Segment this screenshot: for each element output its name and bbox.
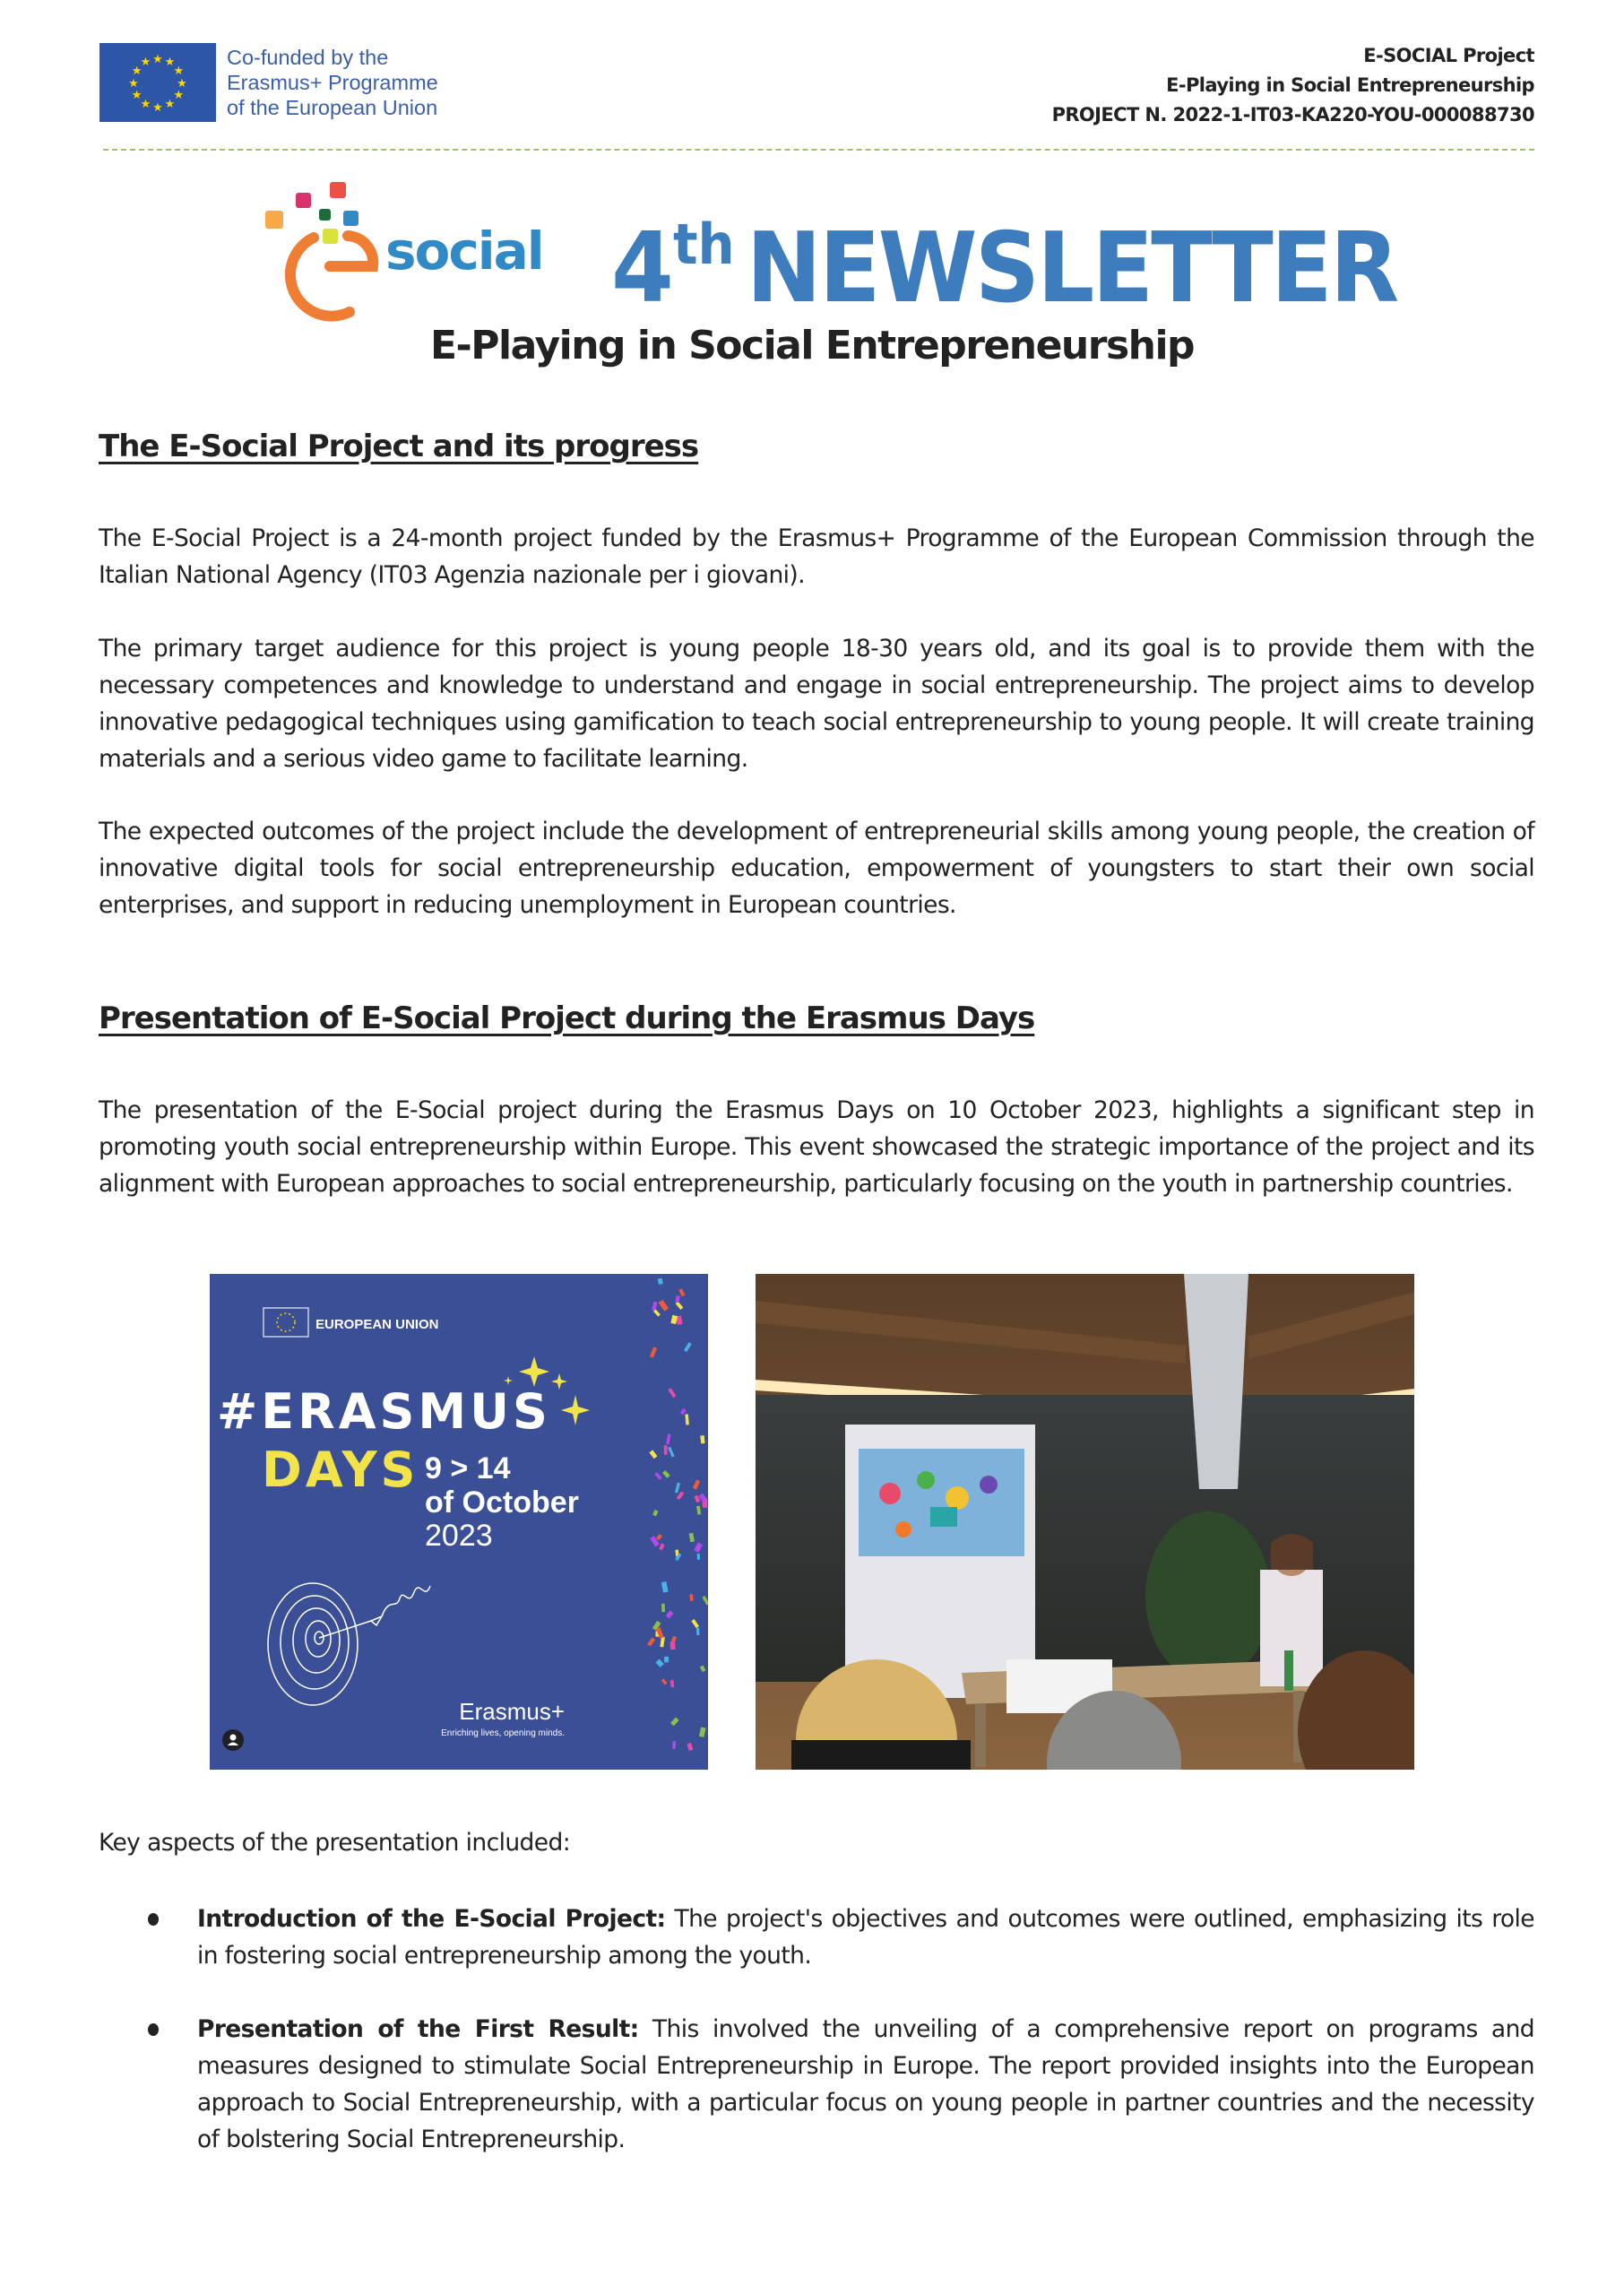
poster-eu-label: EUROPEAN UNION [315, 1317, 439, 1332]
eu-star-icon: ★ [140, 96, 151, 110]
project-name: E-SOCIAL Project [1363, 45, 1534, 66]
confetti-piece [661, 1604, 665, 1612]
eu-star-icon: ★ [152, 51, 163, 65]
poster-tagline: Enriching lives, opening minds. [441, 1728, 565, 1738]
eu-star-icon: ★ [173, 88, 185, 101]
header-divider [103, 149, 1534, 151]
eu-text-line: Erasmus+ Programme [227, 71, 438, 94]
confetti-piece [658, 1278, 663, 1285]
list-item-title: Introduction of the E-Social Project: [197, 1905, 666, 1933]
eu-star-icon: ★ [177, 75, 187, 90]
confetti-piece [697, 1554, 700, 1560]
event-photo-graphic [756, 1274, 1414, 1770]
erasmus-days-poster [210, 1274, 708, 1770]
eu-star-icon: ★ [140, 55, 151, 69]
list-item-text: The project's objectives and outcomes were outlined, emphasizing its role in fostering social entrepreneurship among the youth. [197, 1905, 1535, 1970]
logo-square-orange [265, 211, 283, 229]
section-heading: Presentation of E-Social Project during the Erasmus Days [99, 1000, 1035, 1036]
eu-text-line: Co-funded by the [227, 46, 389, 69]
eu-flag-icon [99, 43, 216, 122]
newsletter-title [611, 186, 1396, 327]
confetti-piece [672, 1741, 676, 1749]
key-aspects-list [99, 1901, 1534, 2195]
poster-month: of October [425, 1485, 579, 1520]
logo-square-blue [343, 211, 358, 226]
project-info [1052, 41, 1534, 130]
project-subtitle: E-Playing in Social Entrepreneurship [1166, 74, 1534, 96]
eu-star-icon: ★ [128, 75, 139, 90]
paragraph: The presentation of the E-Social project during the Erasmus Days on 10 October 2023, highlights a significant step in promoting youth social entrepreneurship within Europe. This event showcased the strategic importance of the project and its alignment with European approaches to social entrepreneurship, particularly focusing on the youth in partnership countries. [99, 1096, 1534, 1198]
paragraph: The E-Social Project is a 24-month project funded by the Erasmus+ Programme of the European Commission through the Italian National Agency (IT03 Agenzia nazionale per i giovani). [99, 524, 1534, 589]
confetti-piece [669, 1641, 675, 1650]
confetti-piece [690, 1594, 694, 1601]
eu-cofunded-text [227, 45, 438, 120]
newsletter-subtitle: E-Playing in Social Entrepreneurship [429, 323, 1195, 368]
eu-text-line: of the European Union [227, 96, 438, 119]
newsletter-word: NEWSLETTER [746, 212, 1397, 325]
poster-brand: Erasmus+ [459, 1698, 565, 1725]
poster-hashtag: #ERASMUS [217, 1383, 551, 1440]
esocial-logo [260, 175, 565, 327]
newsletter-ordinal: th [672, 212, 735, 277]
list-item-title: Presentation of the First Result: [197, 2015, 639, 2043]
list-item [99, 1901, 1534, 1974]
paragraph: The primary target audience for this project is young people 18-30 years old, and its goal is to provide them with the necessary competences and knowledge to understand and engage in social entrepreneurship. The project aims to develop innovative pedagogical techniques using gamification to teach social entrepreneurship to young people. It will create training materials and a serious video game to facilitate learning. [99, 635, 1534, 773]
section-heading: The E-Social Project and its progress [99, 429, 699, 464]
logo-social-text: social [385, 221, 543, 281]
logo-square-lime [323, 229, 338, 244]
eu-star-icon: ★ [173, 64, 185, 77]
eu-star-icon: ★ [131, 88, 143, 101]
bullet-icon [148, 2023, 159, 2036]
erasmus-poster-graphic [210, 1274, 708, 1770]
eu-star-icon: ★ [131, 64, 143, 77]
confetti-piece [664, 1657, 669, 1663]
poster-year: 2023 [425, 1519, 493, 1553]
bullet-icon [148, 1913, 159, 1926]
logo-square-green [319, 209, 331, 221]
list-item-text: This involved the unveiling of a comprehensive report on programs and measures designed to stimulate Social Entrepreneurship in Europe. The report provided insights into the European approach to Social Entrepreneurship, with a particular focus on young people in partner countries and the necessity of bolstering Social Entrepreneurship. [197, 2015, 1534, 2153]
key-aspects-intro: Key aspects of the presentation included: [99, 1829, 571, 1857]
paragraph: The expected outcomes of the project include the development of entrepreneurial skills among young people, the creation of innovative digital tools for social entrepreneurship education, empowerment of youngsters to start their own social enterprises, and support in reducing unemployment in European countries. [99, 818, 1534, 919]
eu-star-icon: ★ [152, 100, 163, 114]
eu-star-icon: ★ [164, 96, 176, 110]
poster-days: DAYS [262, 1442, 419, 1498]
newsletter-number: 4 [611, 212, 672, 325]
eu-cofunded-logo [99, 43, 438, 122]
logo-e-shape [290, 238, 350, 316]
logo-square-pink [296, 193, 311, 208]
logo-square-red [330, 182, 346, 198]
list-item [99, 2011, 1534, 2158]
confetti-piece [696, 1628, 700, 1635]
project-number: PROJECT N. 2022-1-IT03-KA220-YOU-000088730 [1051, 104, 1534, 126]
confetti-piece [664, 1445, 668, 1454]
eu-star-icon: ★ [164, 55, 176, 69]
poster-dates: 9 > 14 [425, 1451, 511, 1485]
event-photo [756, 1274, 1414, 1770]
